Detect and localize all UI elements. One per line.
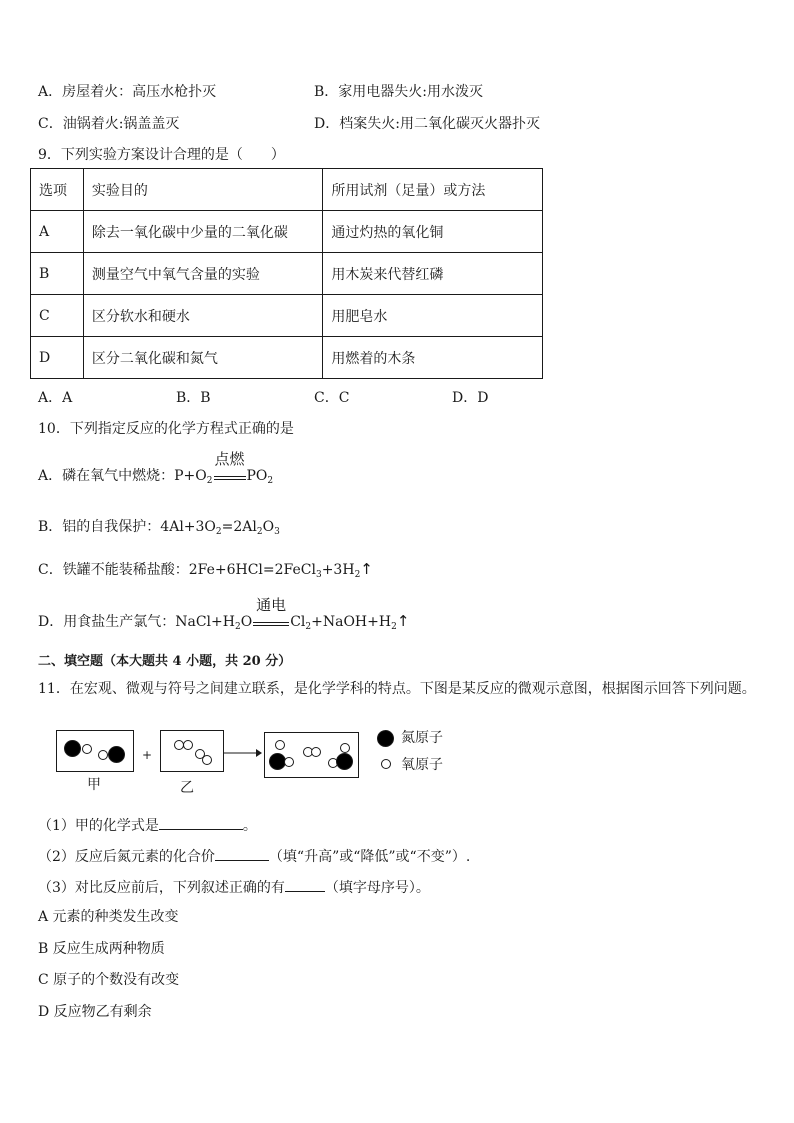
product-box <box>264 732 359 778</box>
table-header-cell: 选项 <box>31 169 84 211</box>
q11-sub3 <box>38 877 430 897</box>
table-cell: 测量空气中氧气含量的实验 <box>83 253 322 295</box>
table-row <box>31 211 543 253</box>
q10-option-a <box>38 450 274 486</box>
table-header-cell: 实验目的 <box>83 169 322 211</box>
q11-option-d: D 反应物乙有剩余 <box>38 1004 152 1020</box>
table-header-cell: 所用试剂（足量）或方法 <box>323 169 543 211</box>
legend-oxygen-label: 氧原子 <box>401 757 443 773</box>
q11-stem: 11．在宏观、微观与符号之间建立联系，是化学学科的特点。下图是某反应的微观示意图，根据图示回答下列问题。 <box>38 681 756 697</box>
oxygen-atom-icon <box>275 740 285 750</box>
q10-option-c-equation: $2Fe+6HCl=2FeCl_3+3H_2↑$ <box>188 560 373 580</box>
q8-option-c: C．油锅着火:锅盖盖灭 <box>38 116 180 132</box>
table-cell: A <box>31 211 84 253</box>
oxygen-atom-icon <box>202 755 212 765</box>
nitrogen-atom-icon <box>64 740 81 757</box>
reactant-jia-box <box>56 730 134 772</box>
q9-stem: 9．下列实验方案设计合理的是（ ） <box>38 147 285 163</box>
table-cell: 用燃着的木条 <box>323 337 543 379</box>
oxygen-atom-icon <box>311 747 321 757</box>
nitrogen-atom-icon <box>108 746 125 763</box>
q10-option-d-equation: $NaCl+H_2O$ 通电 $Cl_2+NaOH+H_2↑$ <box>175 596 410 632</box>
q10-option-a-equation: $P+O_2$ 点燃 $PO_2$ <box>174 450 274 486</box>
table-header-row <box>31 169 543 211</box>
oxygen-atom-icon <box>183 740 193 750</box>
table-row <box>31 295 543 337</box>
q8-option-b: B．家用电器失火:用水泼灭 <box>314 84 484 100</box>
table-row <box>31 337 543 379</box>
oxygen-atom-icon <box>82 744 92 754</box>
legend-nitrogen-label: 氮原子 <box>401 730 443 746</box>
q10-option-d-label: D．用食盐生产氯气： <box>38 614 176 630</box>
q10-option-c-label: C．铁罐不能装稀盐酸： <box>38 562 189 578</box>
reaction-condition: 通电 <box>256 596 287 614</box>
table-cell: 通过灼热的氧化铜 <box>323 211 543 253</box>
q10-option-d <box>38 596 410 632</box>
table-cell: 区分二氧化碳和氮气 <box>83 337 322 379</box>
q11-sub2-end: （填“升高”或“降低”或“不变”）. <box>268 849 471 865</box>
reaction-microscopic-diagram <box>56 726 476 806</box>
table-cell: C <box>31 295 84 337</box>
reactant-yi-box <box>160 730 224 772</box>
section-title: 二、填空题（本大题共 4 小题，共 20 分） <box>38 654 292 669</box>
nitrogen-atom-icon <box>336 753 353 770</box>
q11-option-b: B 反应生成两种物质 <box>38 941 165 957</box>
label-jia: 甲 <box>87 777 101 793</box>
q11-option-a: A 元素的种类发生改变 <box>38 909 179 925</box>
legend-nitrogen-icon <box>377 730 394 747</box>
arrow-right-icon <box>224 748 262 758</box>
q11-sub2-text: （2）反应后氮元素的化合价 <box>38 849 215 865</box>
q9-option-c: C．C <box>314 390 350 406</box>
oxygen-atom-icon <box>98 750 108 760</box>
table-row <box>31 253 543 295</box>
table-cell: 用木炭来代替红磷 <box>323 253 543 295</box>
q11-sub1 <box>38 815 257 835</box>
q9-option-d: D．D <box>452 390 489 406</box>
answer-blank <box>285 877 325 892</box>
q11-option-c: C 原子的个数没有改变 <box>38 972 180 988</box>
label-yi: 乙 <box>180 780 194 796</box>
table-cell: 区分软水和硬水 <box>83 295 322 337</box>
table-cell: 除去一氧化碳中少量的二氧化碳 <box>83 211 322 253</box>
plus-sign: + <box>142 748 153 762</box>
oxygen-atom-icon <box>340 743 350 753</box>
q8-option-d: D．档案失火:用二氧化碳灭火器扑灭 <box>314 116 540 132</box>
q10-option-b-label: B．铝的自我保护： <box>38 519 161 535</box>
answer-blank <box>215 846 269 861</box>
oxygen-atom-icon <box>284 757 294 767</box>
q11-sub3-end: （填字母序号）。 <box>324 880 430 896</box>
reaction-condition: 点燃 <box>214 450 245 468</box>
q8-option-a: A．房屋着火：高压水枪扑灭 <box>38 84 217 100</box>
q11-sub1-end: 。 <box>242 818 257 834</box>
q9-option-a: A．A <box>38 390 73 406</box>
q11-sub3-text: （3）对比反应前后，下列叙述正确的有 <box>38 880 285 896</box>
q9-table <box>30 168 543 379</box>
q10-stem: 10．下列指定反应的化学方程式正确的是 <box>38 421 294 437</box>
table-cell: 用肥皂水 <box>323 295 543 337</box>
table-cell: B <box>31 253 84 295</box>
legend-oxygen-icon <box>381 759 391 769</box>
q10-option-b-equation: $4Al+3O_2=2Al_2O_3$ <box>160 519 280 537</box>
q10-option-a-label: A．磷在氧气中燃烧： <box>38 468 175 484</box>
q10-option-c <box>38 560 373 579</box>
q10-option-b <box>38 518 280 536</box>
table-cell: D <box>31 337 84 379</box>
q11-sub2 <box>38 846 470 866</box>
q11-sub1-text: （1）甲的化学式是 <box>38 818 159 834</box>
q9-option-b: B．B <box>176 390 211 406</box>
answer-blank <box>159 815 243 830</box>
